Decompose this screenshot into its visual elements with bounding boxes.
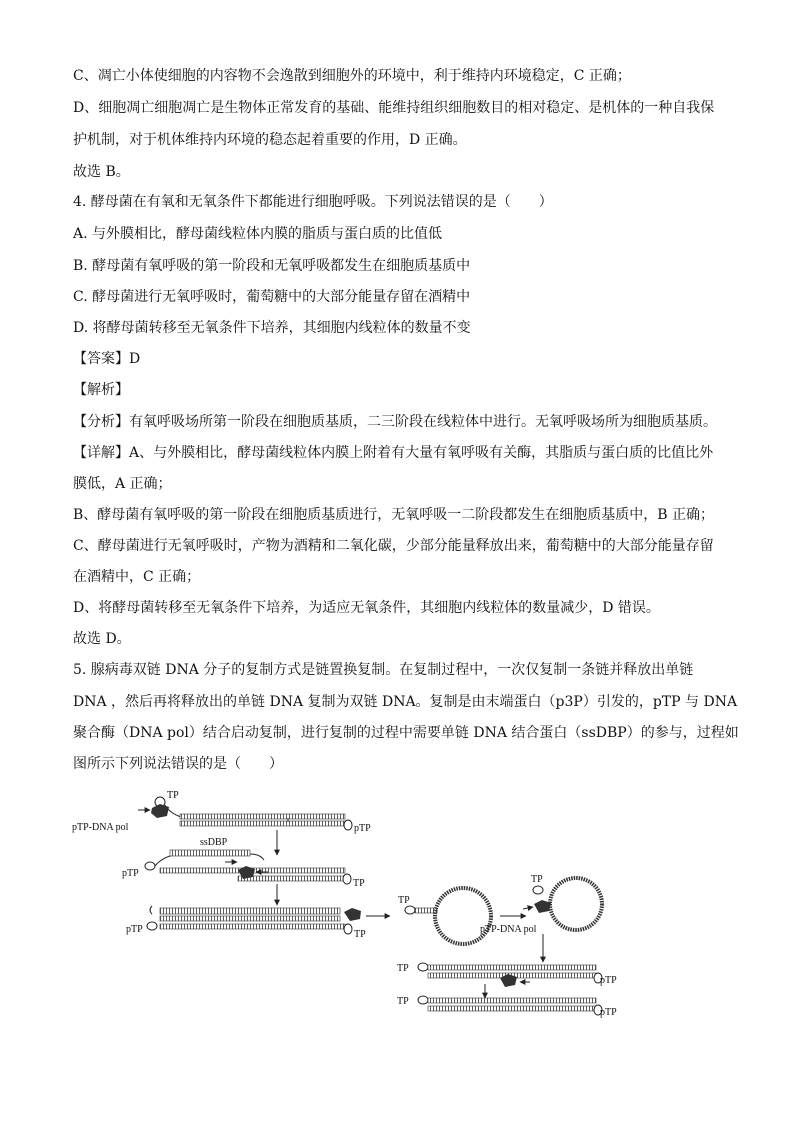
text-line: D、细胞凋亡细胞凋亡是生物体正常发育的基础、能维持组织细胞数目的相对稳定、是机体的一种自我保 <box>73 100 715 116</box>
text-line: 护机制，对于机体维持内环境的稳态起着重要的作用，D 正确。 <box>73 132 467 148</box>
row-2-displacement <box>122 837 365 889</box>
ptp-label: pTP <box>354 823 371 834</box>
text-line: DNA ，然后再将释放出的单链 DNA 复制为双链 DNA。复制是由末端蛋白（p3P）引发的，pTP 与 DNA <box>73 694 738 710</box>
text-line: 【详解】A、与外膜相比，酵母菌线粒体内膜上附着有大量有氧呼吸有关酶，其脂质与蛋白质的比值比外 <box>73 445 714 461</box>
ptp-label: pTP <box>600 975 617 986</box>
dna-pol-icon <box>344 908 361 921</box>
text-line: 【分析】有氧呼吸场所第一阶段在细胞质基质，二三阶段在线粒体中进行。无氧呼吸场所为细胞质基质。 <box>73 414 717 430</box>
option-c: C. 酵母菌进行无氧呼吸时，葡萄糖中的大部分能量存留在酒精中 <box>73 289 471 305</box>
tp-label: TP <box>397 963 409 974</box>
ptp-dna-pol-label: pTP-DNA pol <box>72 822 129 833</box>
lower-duplex-2 <box>397 996 617 1018</box>
text-line: 故选 D。 <box>73 631 131 647</box>
answer-label: 【答案】D <box>73 351 141 367</box>
text-line: 膜低，A 正确； <box>73 476 172 492</box>
ssdbp-label: ssDBP <box>200 837 228 848</box>
option-d: D. 将酵母菌转移至无氧条件下培养，其细胞内线粒体的数量不变 <box>73 320 471 336</box>
text-line: 在酒精中，C 正确； <box>73 569 201 585</box>
tp-label: TP <box>531 874 543 885</box>
row-1-duplex <box>72 790 371 834</box>
tp-label: TP <box>167 790 179 801</box>
text-line: 故选 B。 <box>73 164 130 180</box>
text-line: C、凋亡小体使细胞的内容物不会逸散到细胞外的环境中，利于维持内环境稳定，C 正确； <box>73 68 631 84</box>
panhandle-circle <box>398 888 526 944</box>
text-line: 聚合酶（DNA pol）结合启动复制，进行复制的过程中需要单链 DNA 结合蛋白（ssDBP）的参与，过程如 <box>73 725 739 741</box>
question-4-stem: 4. 酵母菌在有氧和无氧条件下都能进行细胞呼吸。下列说法错误的是（ ） <box>73 194 553 210</box>
ptp-label: pTP <box>126 924 143 935</box>
option-a: A. 与外膜相比，酵母菌线粒体内膜的脂质与蛋白质的比值低 <box>73 226 443 242</box>
option-b: B. 酵母菌有氧呼吸的第一阶段和无氧呼吸都发生在细胞质基质中 <box>73 258 471 274</box>
question-5-stem: 5. 腺病毒双链 DNA 分子的复制方式是链置换复制。在复制过程中，一次仅复制一条链并释放出单链 <box>73 662 694 678</box>
tp-label: TP <box>353 878 365 889</box>
text-line: C、酵母菌进行无氧呼吸时，产物为酒精和二氧化碳，少部分能量释放出来，葡萄糖中的大部分能量存留 <box>73 538 714 554</box>
analysis-label: 【解析】 <box>73 382 129 398</box>
tp-label: TP <box>398 895 410 906</box>
tp-label: TP <box>397 996 409 1007</box>
panhandle-replication <box>480 874 602 935</box>
lower-duplex-1 <box>397 963 617 987</box>
text-line: B、酵母菌有氧呼吸的第一阶段在细胞质基质进行，无氧呼吸一二阶段都发生在细胞质基质中，B 正确； <box>73 507 715 523</box>
text-line: D、将酵母菌转移至无氧条件下培养，为适应无氧条件，其细胞内线粒体的数量减少，D 错误。 <box>73 600 660 616</box>
row-3-release <box>126 906 390 940</box>
ptp-dna-pol-label: pTP-DNA pol <box>480 924 537 935</box>
ptp-label: pTP <box>122 868 139 879</box>
text-line: 图所示下列说法错误的是（ ） <box>73 756 283 772</box>
ptp-label: pTP <box>600 1007 617 1018</box>
tp-label: TP <box>354 929 366 940</box>
